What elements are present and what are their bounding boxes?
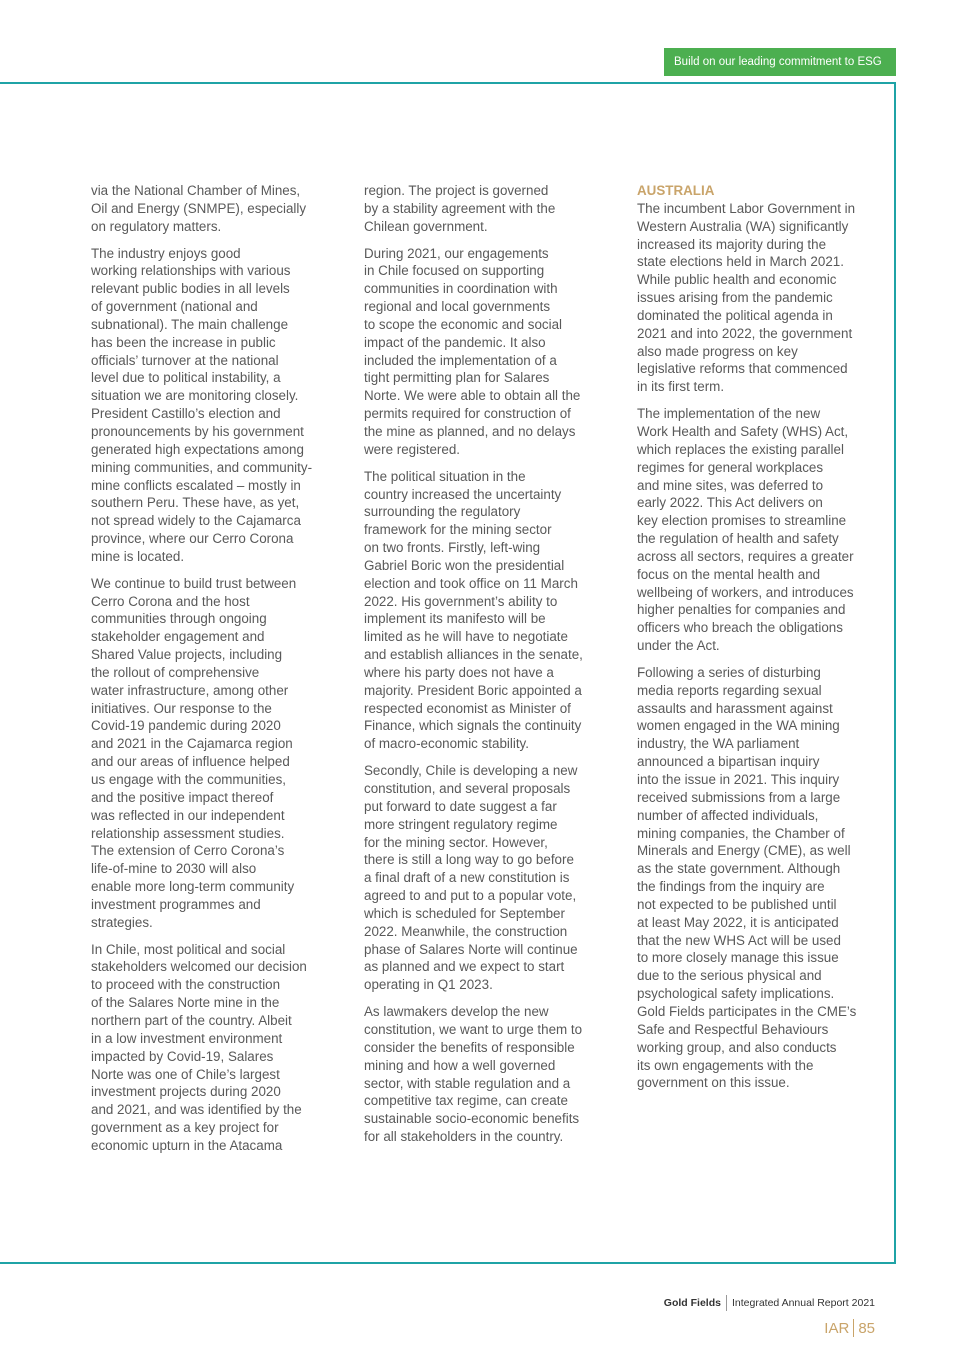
footer-report-name: Integrated Annual Report 2021 (731, 1297, 875, 1309)
paragraph: The implementation of the new Work Health and Safety (WHS) Act, which replaces the existing parallel regimes for general workplaces and mine sites, was deferred to early 2022. This Act delivers on key election promises to streamline the regulation of health and safety across all sectors, requires a greater focus on the mental health and wellbeing of workers, and introduces higher penalties for companies and officers who breach the obligations under the Act. (637, 406, 854, 654)
paragraph: During 2021, our engagements in Chile focused on supporting communities in coordination with regional and local governments to scope the economic and social impact of the pandemic. It also included the implementation of a tight permitting plan for Salares Norte. We were able to obtain all the permits required for construction of the mine as planned, and no delays were registered. (364, 245, 581, 457)
page-prefix: IAR (824, 1319, 850, 1337)
paragraph: As lawmakers develop the new constitution, we want to urge them to consider the benefits of responsible mining and how a well governed sector, with stable regulation and a competitive tax regime, can create sustainable socio-economic benefits for all stakeholders in the country. (364, 1004, 583, 1145)
footer-brand: Gold Fields (663, 1297, 721, 1309)
text-column-3 (637, 182, 877, 1101)
frame-top-rule (0, 82, 896, 84)
page-number-divider (853, 1319, 854, 1337)
paragraph: We continue to build trust between Cerro Corona and the host communities through ongoing stakeholder engagement and Shared Value projects, including the rollout of comprehensive water infrastructure, among other initiatives. Our response to the Covid-19 pandemic during 2020 and 2021 in the Cajamarca region and our areas of influence helped us engage with the communities, and the positive impact thereof was reflected in our independent relationship assessment studies. The extension of Cerro Corona’s life-of-mine to 2030 will also enable more long-term community investment programmes and strategies. (91, 575, 297, 930)
paragraph: Secondly, Chile is developing a new constitution, and several proposals put forward to date suggest a far more stringent regulatory regime for the mining sector. However, there is still a long way to go before a final draft of a new constitution is agreed to and put to a popular vote, which is scheduled for September 2022. Meanwhile, the construction phase of Salares Norte will continue as planned and we expect to start operating in Q1 2023. (364, 763, 578, 993)
paragraph: The industry enjoys good working relationships with various relevant public bodies in all levels of government (national and subnational). The main challenge has been the increase in public officials’ turnover at the national level due to political instability, a situation we are monitoring closely. President Castillo’s election and pronouncements by his government generated high expectations among mining communities, and community- mine conflicts escalated – mostly in southern Peru. These have, as yet, not spread widely to the Cajamarca province, where our Cerro Corona mine is located. (91, 245, 313, 564)
paragraph: Following a series of disturbing media reports regarding sexual assaults and harassment against women engaged in the WA mining industry, the WA parliament announced a bipartisan inquiry into the issue in 2021. This inquiry received submissions from a large number of affected individuals, mining companies, the Chamber of Minerals and Energy (CME), as well as the state government. Although the findings from the inquiry are not expected to be published until at least May 2022, it is anticipated that the new WHS Act will be used to more closely manage this issue due to the serious physical and psychological safety implications. Gold Fields participates in the CME’s Safe and Respectful Behaviours working group, and also conducts its own engagements with the government on this issue. (637, 664, 857, 1091)
frame-right-rule (894, 82, 896, 1264)
paragraph: The incumbent Labor Government in Western Australia (WA) significantly increased its majority during the state elections held in March 2021. While public health and economic issues arising from the pandemic dominated the political agenda in 2021 and into 2022, the government also made progress on key legislative reforms that commenced in its first term. (637, 200, 856, 395)
paragraph: In Chile, most political and social stakeholders welcomed our decision to proceed with the construction of the Salares Norte mine in the northern part of the country. Albeit in a low investment environment impacted by Covid-19, Salares Norte was one of Chile’s largest investment projects during 2020 and 2021, and was identified by the government as a key project for economic upturn in the Atacama (91, 941, 307, 1153)
page-number-value: 85 (858, 1319, 875, 1337)
section-heading-australia: AUSTRALIA (637, 183, 715, 198)
paragraph: region. The project is governed by a stability agreement with the Chilean government. (364, 183, 556, 234)
page-number (824, 1318, 875, 1338)
text-column-1 (91, 182, 331, 1164)
section-tab: Build on our leading commitment to ESG (664, 48, 896, 76)
footer-report-title (664, 1295, 875, 1311)
text-column-2 (364, 182, 604, 1155)
frame-bottom-rule (0, 1262, 896, 1264)
paragraph: The political situation in the country increased the uncertainty surrounding the regulatory framework for the mining sector on two fronts. Firstly, left-wing Gabriel Boric won the presidential election and took office on 11 March 2022. His government’s ability to implement its manifesto will be limited as he will have to negotiate and establish alliances in the senate, where his party does not have a majority. President Boric appointed a respected economist as Minister of Finance, which signals the continuity of macro-economic stability. (364, 468, 583, 752)
footer-divider (726, 1295, 727, 1311)
paragraph: via the National Chamber of Mines, Oil and Energy (SNMPE), especially on regulatory matters. (91, 183, 307, 234)
